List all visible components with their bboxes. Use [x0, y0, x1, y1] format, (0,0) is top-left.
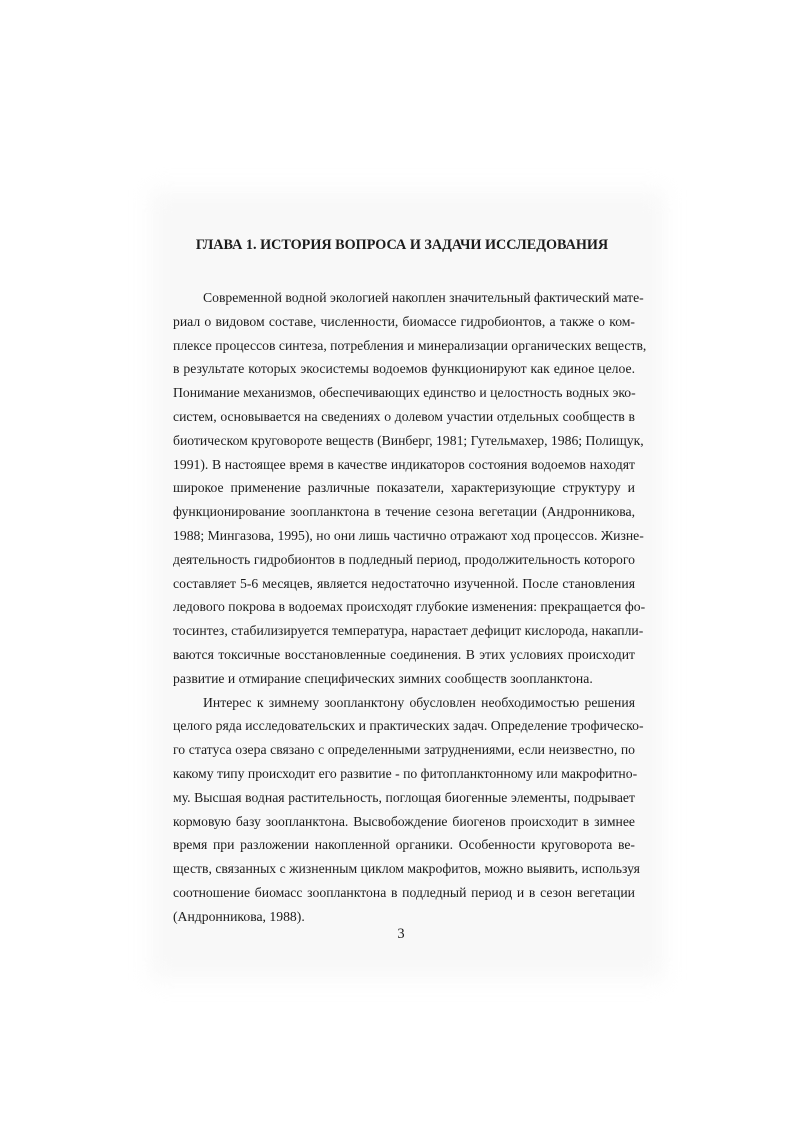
text-line: развитие и отмирание специфических зимних сообществ зоопланктона.	[173, 670, 593, 686]
paragraph-2	[173, 691, 644, 929]
text-line: систем, основывается на сведениях о долевом участии отдельных сообществ в	[173, 408, 635, 424]
text-line: целого ряда исследовательских и практических задач. Определение трофическо-	[173, 718, 644, 734]
text-line: биотическом круговороте веществ (Винберг, 1981; Гутельмахер, 1986; Полищук,	[173, 432, 644, 448]
document-page	[173, 236, 647, 929]
text-line: тосинтез, стабилизируется температура, нарастает дефицит кислорода, накапли-	[173, 623, 644, 639]
text-line: деятельность гидробионтов в подледный период, продолжительность которого	[173, 551, 635, 567]
text-line: (Андронникова, 1988).	[173, 908, 305, 924]
text-line: в результате которых экосистемы водоемов функционируют как единое целое.	[173, 361, 635, 377]
text-line: Понимание механизмов, обеспечивающих единство и целостность водных эко-	[173, 385, 636, 401]
text-line: соотношение биомасс зоопланктона в подледный период и в сезон вегетации	[173, 884, 635, 900]
text-line: ледового покрова в водоемах происходят глубокие изменения: прекращается фо-	[173, 599, 646, 615]
text-line: функционирование зоопланктона в течение сезона вегетации (Андронникова,	[173, 504, 635, 520]
text-line: го статуса озера связано с определенными затруднениями, если неизвестно, по	[173, 742, 635, 758]
text-line: му. Высшая водная растительность, поглощая биогенные элементы, подрывает	[173, 789, 635, 805]
chapter-title: ГЛАВА 1. ИСТОРИЯ ВОПРОСА И ЗАДАЧИ ИССЛЕДОВАНИЯ	[195, 237, 609, 253]
text-line: какому типу происходит его развитие - по фитопланктонному или макрофитно-	[173, 765, 638, 781]
paragraph-1	[173, 286, 647, 691]
text-line: риал о видовом составе, численности, биомассе гидробионтов, а также о ком-	[173, 313, 635, 329]
text-line: Интерес к зимнему зоопланктону обусловлен необходимостью решения	[203, 694, 635, 710]
text-line: ваются токсичные восстановленные соединения. В этих условиях происходит	[173, 646, 635, 662]
text-line: время при разложении накопленной органики. Особенности круговорота ве-	[173, 837, 635, 853]
text-line: 1991). В настоящее время в качестве индикаторов состояния водоемов находят	[173, 456, 635, 472]
page-number: 3	[397, 926, 405, 942]
text-line: плексе процессов синтеза, потребления и минерализации органических веществ,	[173, 337, 647, 353]
text-line: 1988; Мингазова, 1995), но они лишь частично отражают ход процессов. Жизне-	[173, 527, 644, 543]
text-line: Современной водной экологией накоплен значительный фактический мате-	[203, 290, 644, 305]
text-line: составляет 5-6 месяцев, является недостаточно изученной. После становления	[173, 575, 635, 591]
text-line: ществ, связанных с жизненным циклом макрофитов, можно выявить, используя	[173, 861, 640, 877]
text-line: кормовую базу зоопланктона. Высвобождение биогенов происходит в зимнее	[173, 813, 635, 829]
text-line: широкое применение различные показатели, характеризующие структуру и	[173, 480, 635, 496]
